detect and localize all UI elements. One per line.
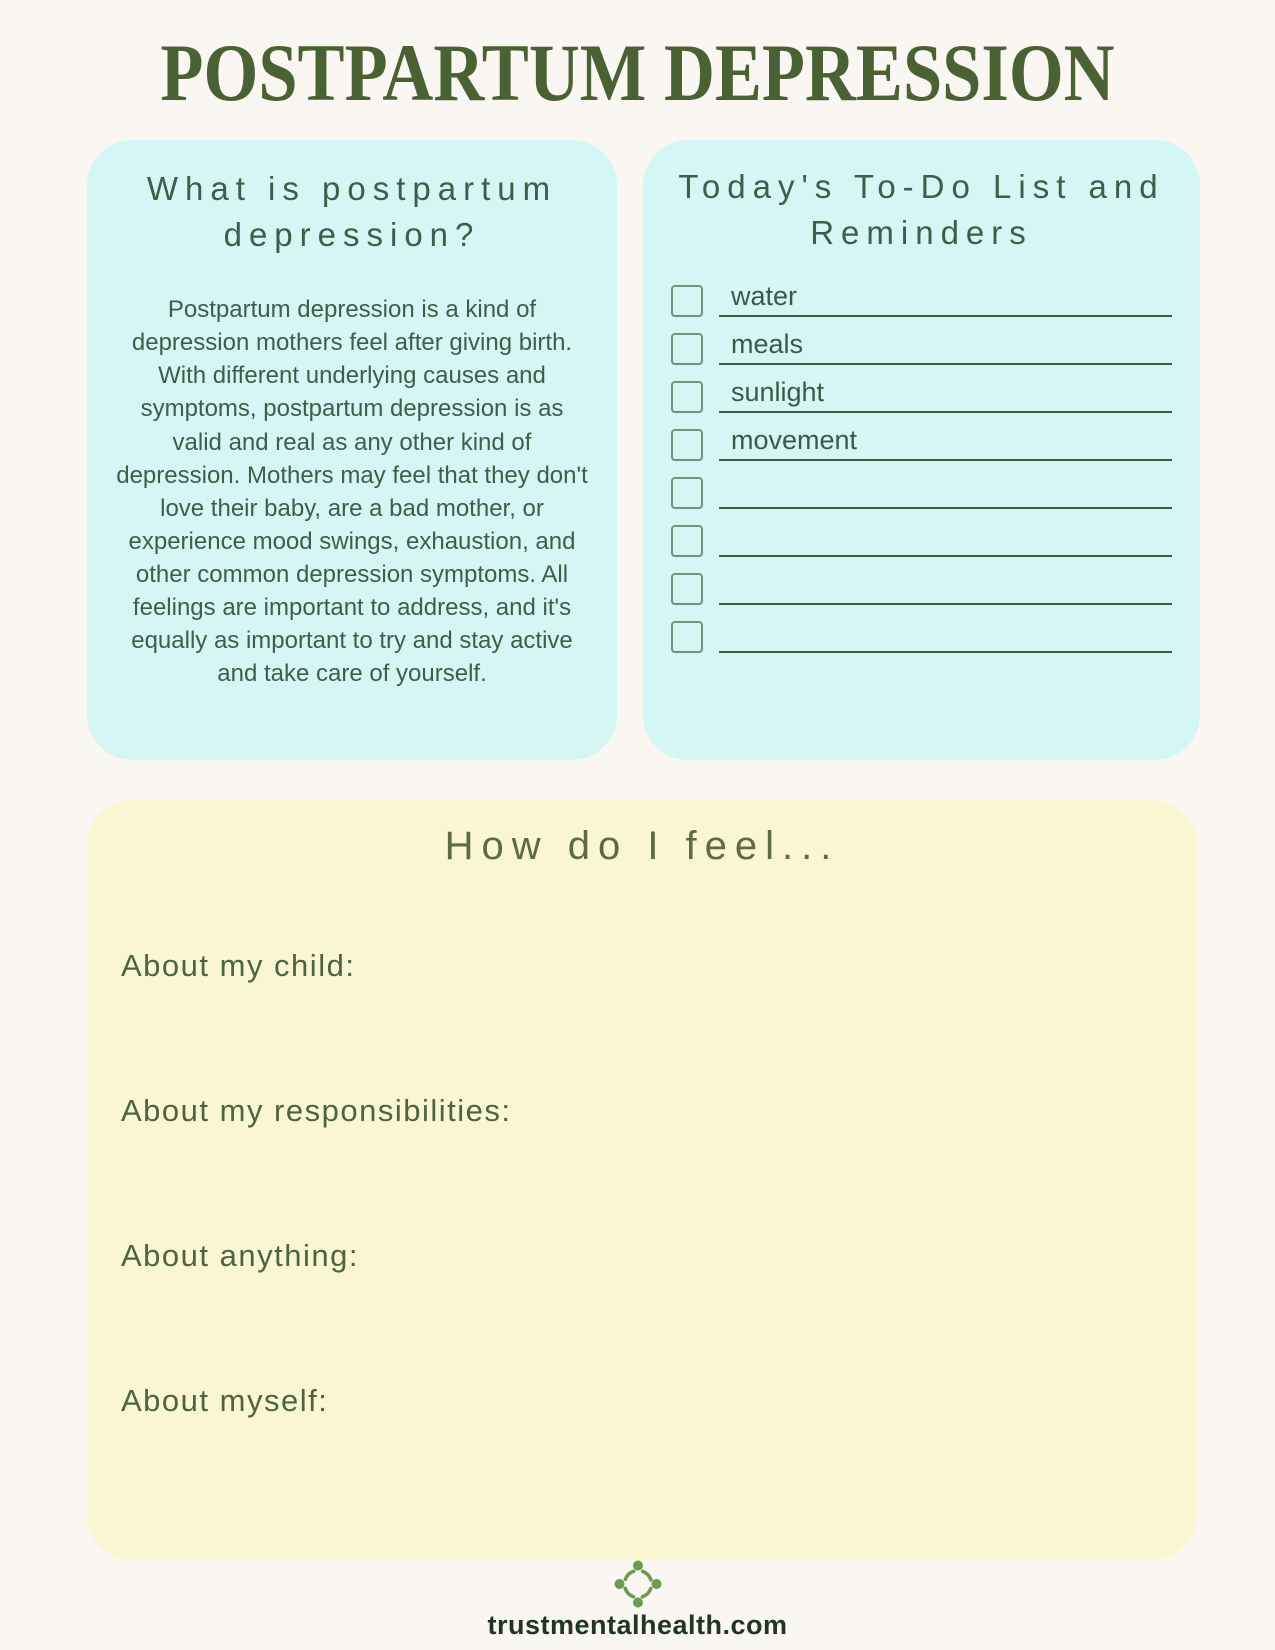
todo-item-label: water bbox=[731, 281, 798, 312]
todo-item-label: sunlight bbox=[731, 377, 825, 408]
todo-row bbox=[671, 605, 1172, 653]
todo-item-label bbox=[719, 552, 731, 555]
people-circle-logo-icon bbox=[614, 1560, 662, 1608]
todo-write-line[interactable] bbox=[719, 511, 1172, 557]
info-card bbox=[87, 140, 617, 760]
todo-row bbox=[671, 509, 1172, 557]
todo-checkbox[interactable] bbox=[671, 477, 703, 509]
todo-checkbox[interactable] bbox=[671, 525, 703, 557]
todo-write-line[interactable] bbox=[719, 319, 1172, 365]
feelings-prompt-child: About my child: bbox=[121, 948, 356, 983]
info-card-heading: What is postpartum depression? bbox=[146, 170, 558, 253]
todo-row bbox=[671, 365, 1172, 413]
feelings-prompt-anything: About anything: bbox=[121, 1238, 359, 1273]
todo-write-line[interactable] bbox=[719, 559, 1172, 605]
todo-item-label: meals bbox=[731, 329, 804, 360]
todo-row bbox=[671, 269, 1172, 317]
feelings-prompt-myself: About myself: bbox=[121, 1383, 329, 1418]
todo-write-line[interactable] bbox=[719, 607, 1172, 653]
todo-checkbox[interactable] bbox=[671, 333, 703, 365]
todo-card bbox=[643, 140, 1200, 760]
todo-row bbox=[671, 461, 1172, 509]
todo-row bbox=[671, 317, 1172, 365]
feelings-prompt-responsibilities: About my responsibilities: bbox=[121, 1093, 512, 1128]
todo-list bbox=[671, 269, 1172, 653]
feelings-prompt-list bbox=[121, 948, 1163, 1528]
todo-checkbox[interactable] bbox=[671, 429, 703, 461]
todo-item-label: movement bbox=[731, 425, 858, 456]
website-url: trustmentalhealth.com bbox=[487, 1610, 788, 1640]
todo-row bbox=[671, 413, 1172, 461]
todo-checkbox[interactable] bbox=[671, 621, 703, 653]
todo-item-label bbox=[719, 648, 731, 651]
todo-write-line[interactable] bbox=[719, 271, 1172, 317]
todo-checkbox[interactable] bbox=[671, 573, 703, 605]
todo-checkbox[interactable] bbox=[671, 285, 703, 317]
todo-write-line[interactable] bbox=[719, 463, 1172, 509]
info-card-body: Postpartum depression is a kind of depression mothers feel after giving birth. With different underlying causes and symptoms, postpartum depression is as valid and real as any other kind of depression. Mothers may feel that they don't love their baby, are a bad mother, or experience mood swings, exhaustion, and other common depression symptoms. All feelings are important to address, and it's equally as important to try and stay active and take care of yourself. bbox=[116, 296, 588, 688]
feelings-card-heading: How do I feel... bbox=[444, 824, 840, 868]
page-title: POSTPARTUM DEPRESSION bbox=[160, 27, 1115, 118]
todo-checkbox[interactable] bbox=[671, 381, 703, 413]
todo-row bbox=[671, 557, 1172, 605]
footer bbox=[0, 1560, 1275, 1641]
todo-card-heading: Today's To-Do List and Reminders bbox=[678, 168, 1165, 251]
todo-write-line[interactable] bbox=[719, 415, 1172, 461]
todo-item-label bbox=[719, 600, 731, 603]
todo-item-label bbox=[719, 504, 731, 507]
feelings-card bbox=[87, 800, 1197, 1560]
todo-write-line[interactable] bbox=[719, 367, 1172, 413]
